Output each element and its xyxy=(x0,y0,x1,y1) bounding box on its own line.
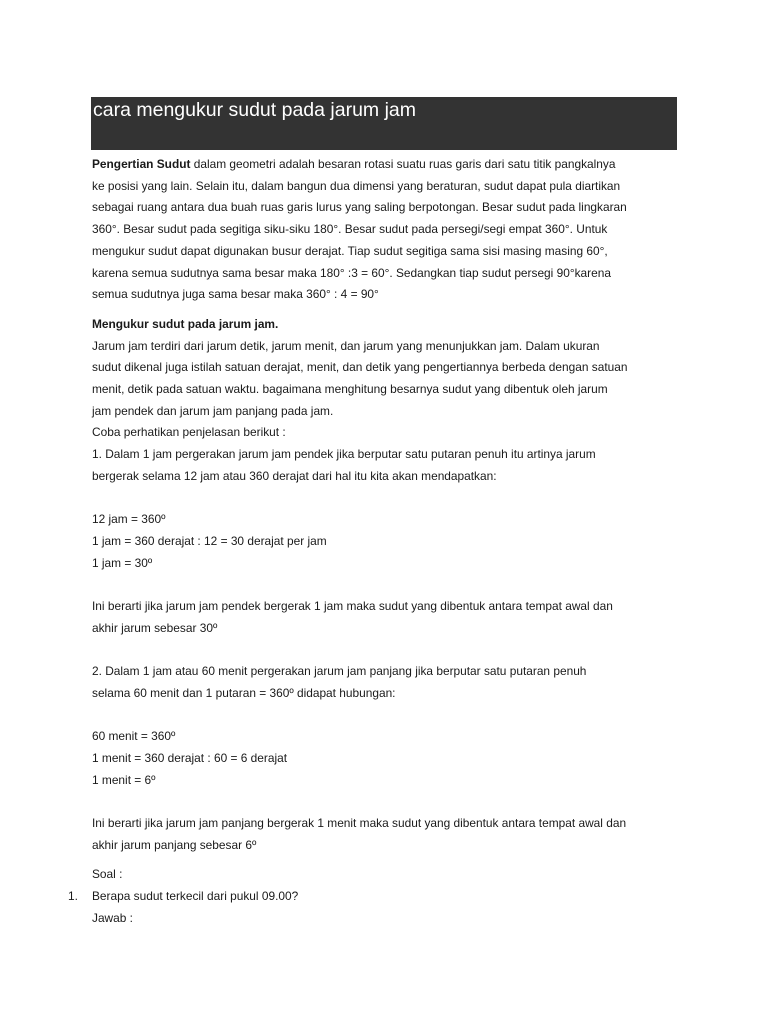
page-title: cara mengukur sudut pada jarum jam xyxy=(93,99,416,121)
text-line: akhir jarum panjang sebesar 6º xyxy=(92,837,257,852)
question-number: 1. xyxy=(68,889,78,904)
soal-label: Soal : xyxy=(92,867,123,882)
equation-line: 1 menit = 360 derajat : 60 = 6 derajat xyxy=(92,750,288,765)
text-line: menit, detik pada satuan waktu. bagaimana menghitung besarnya sudut yang dibentuk oleh jarum xyxy=(92,382,608,397)
question-text: Berapa sudut terkecil dari pukul 09.00? xyxy=(92,889,299,904)
equation-line: 1 jam = 360 derajat : 12 = 30 derajat per jam xyxy=(92,533,327,548)
text-line: 2. Dalam 1 jam atau 60 menit pergerakan jarum jam panjang jika berputar satu putaran penuh xyxy=(92,664,587,679)
equation-line: 1 menit = 6º xyxy=(92,772,156,787)
text-line: sudut dikenal juga istilah satuan derajat, menit, dan detik yang pengertiannya berbeda dengan satuan xyxy=(92,360,628,375)
text-line: semua sudutnya juga sama besar maka 360° : 4 = 90° xyxy=(92,287,379,302)
paragraph-hour-result xyxy=(92,596,678,639)
title-bar xyxy=(91,97,677,150)
text-line: Ini berarti jika jarum jam pendek bergerak 1 jam maka sudut yang dibentuk antara tempat awal dan xyxy=(92,599,613,614)
equation-line: 60 menit = 360º xyxy=(92,729,176,744)
text-line: bergerak selama 12 jam atau 360 derajat dari hal itu kita akan mendapatkan: xyxy=(92,468,497,483)
text-line: Jarum jam terdiri dari jarum detik, jarum menit, dan jarum yang menunjukkan jam. Dalam ukuran xyxy=(92,338,600,353)
text-line: akhir jarum sebesar 30º xyxy=(92,620,218,635)
answer-label: Jawab : xyxy=(92,910,133,925)
text-line: Coba perhatikan penjelasan berikut : xyxy=(92,425,286,440)
text-line: jam pendek dan jarum jam panjang pada jam. xyxy=(92,403,334,418)
text-line: Pengertian Sudut dalam geometri adalah besaran rotasi suatu ruas garis dari satu titik pangkalnya xyxy=(92,157,616,171)
text-line: mengukur sudut dapat digunakan busur derajat. Tiap sudut segitiga sama sisi masing masing 60°, xyxy=(92,243,608,258)
equation-line: 12 jam = 360º xyxy=(92,512,166,527)
equations-minute-hand xyxy=(92,726,678,791)
text-line: Ini berarti jika jarum jam panjang bergerak 1 menit maka sudut yang dibentuk antara tempat awal dan xyxy=(92,816,627,831)
term-bold: Pengertian Sudut xyxy=(92,157,191,171)
text-line: 360°. Besar sudut pada segitiga siku-siku 180°. Besar sudut pada persegi/segi empat 360°. Untuk xyxy=(92,222,608,237)
text-line: sebagai ruang antara dua buah ruas garis lurus yang saling berpotongan. Besar sudut pada lingkaran xyxy=(92,200,627,215)
equations-hour-hand xyxy=(92,509,678,574)
text-line: ke posisi yang lain. Selain itu, dalam bangun dua dimensi yang beraturan, sudut dapat pula diartikan xyxy=(92,178,621,193)
equation-line: 1 jam = 30º xyxy=(92,555,153,570)
document-body xyxy=(68,154,678,930)
question-item xyxy=(68,886,678,908)
text-line: selama 60 menit dan 1 putaran = 360º didapat hubungan: xyxy=(92,685,396,700)
paragraph-minute-hand xyxy=(92,661,678,704)
paragraph-definition xyxy=(92,154,678,306)
section-heading: Mengukur sudut pada jarum jam. xyxy=(92,316,279,331)
paragraph-measuring xyxy=(92,314,678,488)
paragraph-minute-result xyxy=(92,813,678,856)
exercise-section xyxy=(68,864,678,929)
text-line: 1. Dalam 1 jam pergerakan jarum jam pendek jika berputar satu putaran penuh itu artinya jarum xyxy=(92,447,596,462)
text-line: karena semua sudutnya sama besar maka 180° :3 = 60°. Sedangkan tiap sudut persegi 90°karena xyxy=(92,265,611,280)
